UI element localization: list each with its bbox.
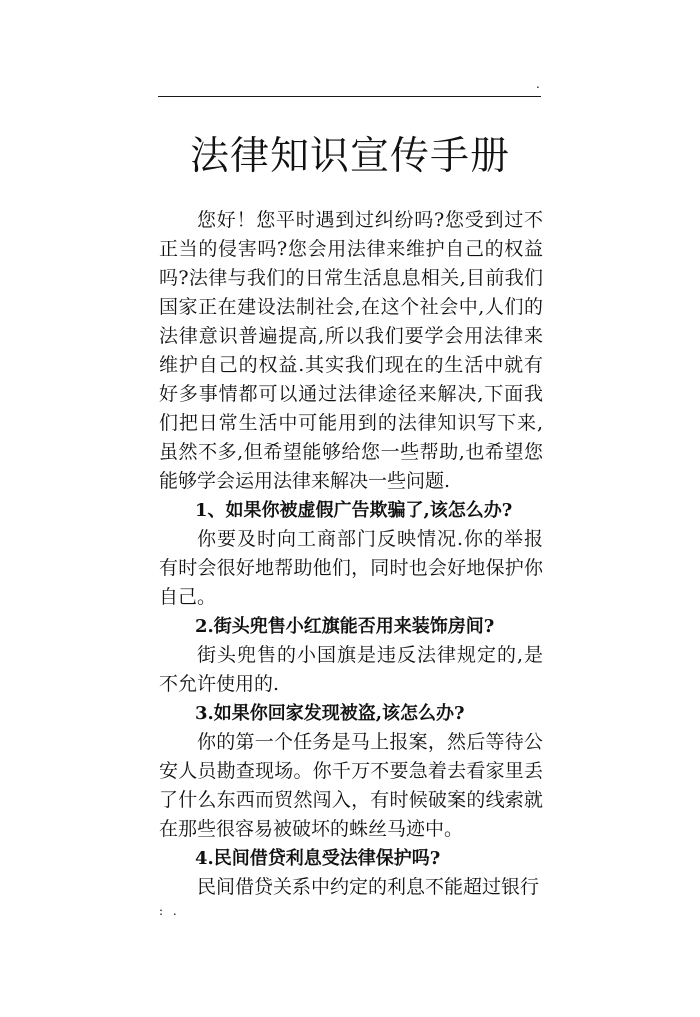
intro-paragraph: 您好！您平时遇到过纠纷吗?您受到过不正当的侵害吗?您会用法律来维护自己的权益吗?法律与我们的日常生活息息相关,目前我们国家正在建设法制社会,在这个社会中,人们的法律意识普遍提高,所以我们要学会用法律来维护自己的权益.其实我们现在的生活中就有好多事情都可以通过法律途径来解决,下面我们把日常生活中可能用到的法律知识写下来,虽然不多,但希望能够给您一些帮助,也希望您能够学会运用法律来解决一些问题. (159, 209, 543, 492)
answer-3: 你的第一个任务是马上报案，然后等待公安人员勘查现场。你千万不要急着去看家里丢了什么东西而贸然闯入，有时候破案的线索就在那些很容易被破坏的蛛丝马迹中。 (159, 731, 543, 840)
header-corner-mark: . (536, 77, 540, 91)
document-title: 法律知识宣传手册 (189, 134, 510, 179)
question-3: 3.如果你回家发现被盗,该怎么办? (195, 703, 465, 724)
answer-1: 你要及时向工商部门反映情况.你的举报有时会很好地帮助他们，同时也会好地保护你自己。 (159, 528, 543, 608)
answer-4: 民间借贷关系中约定的利息不能超过银行 (197, 876, 540, 898)
answer-2: 街头兜售的小国旗是违反法律规定的,是不允许使用的. (159, 644, 543, 695)
header-rule (158, 96, 541, 97)
question-1: 1、如果你被虚假广告欺骗了,该怎么办? (195, 500, 513, 521)
document-body (159, 206, 543, 902)
footer-mark: : . (159, 904, 180, 918)
question-4: 4.民间借贷利息受法律保护吗? (195, 848, 441, 869)
question-2: 2.街头兜售小红旗能否用来装饰房间? (195, 616, 495, 637)
